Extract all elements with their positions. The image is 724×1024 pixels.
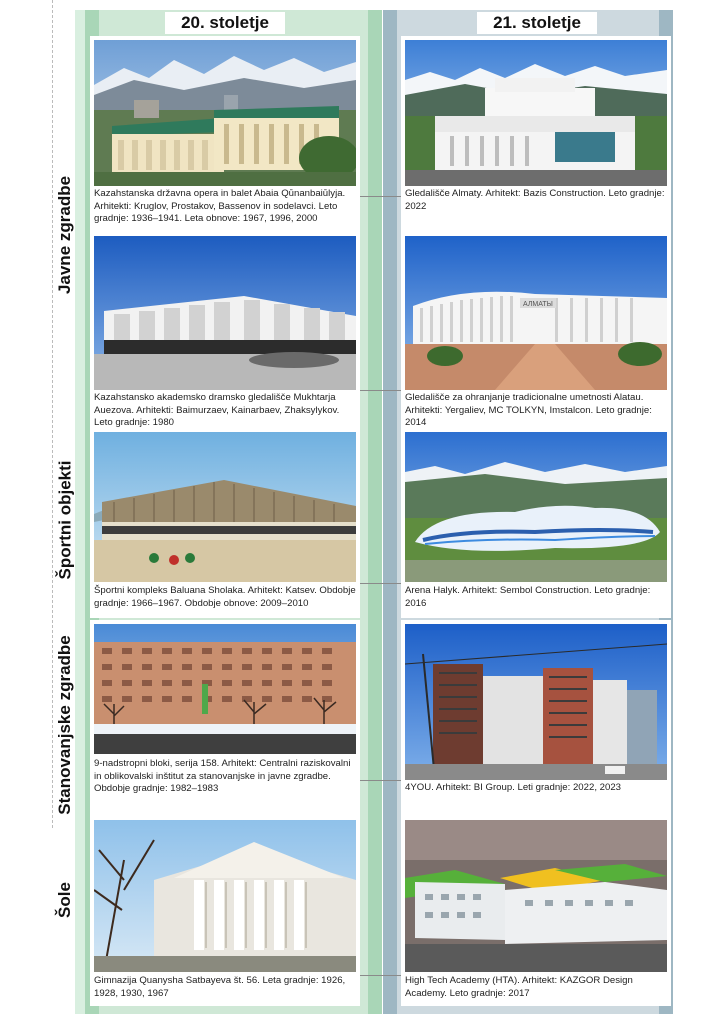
caption-4you: 4YOU. Arhitekt: BI Group. Leti gradnje: 2022, 2023 — [405, 782, 621, 793]
caption-halyk-arena: Arena Halyk. Arhitekt: Sembol Construction. Leto gradnje: 2016 — [405, 585, 651, 609]
row-connector — [360, 975, 402, 976]
card-gymnasium — [90, 816, 360, 1006]
card-halyk-arena — [401, 428, 671, 618]
photo-halyk-arena — [405, 432, 667, 582]
photo-almaty-theatre — [405, 40, 667, 186]
row-label-public: Javne zgradbe — [55, 175, 75, 295]
row-label-schools: Šole — [55, 882, 74, 918]
photo-gymnasium — [94, 820, 356, 972]
caption-drama-theatre: Kazahstansko akademsko dramsko gledališče Mukhtarja Auezova. Arhitekti: Baimurzaev, Kainarbaev, Zhaksylykov. Leto gradnje: 1980 — [94, 392, 340, 428]
photo-4you — [405, 624, 667, 780]
card-hta — [401, 816, 671, 1006]
card-alatau-theatre — [401, 232, 671, 428]
row-connector — [360, 780, 402, 781]
card-4you — [401, 620, 671, 816]
header-20th-century: 20. stoletje — [165, 12, 285, 34]
row-connector — [360, 583, 402, 584]
row-label-sports: Športni objekti — [55, 460, 74, 580]
photo-hta — [405, 820, 667, 972]
row-connector — [360, 196, 402, 197]
caption-gymnasium: Gimnazija Quanysha Satbayeva št. 56. Leta gradnje: 1926, 1928, 1930, 1967 — [94, 975, 346, 999]
caption-sholak-complex: Športni kompleks Baluana Sholaka. Arhitekt: Katsev. Obdobje gradnje: 1966–1967. Obdobje obnove: 2009–2010 — [94, 585, 356, 609]
header-21st-century: 21. stoletje — [477, 12, 597, 34]
caption-alatau-theatre: Gledališče za ohranjanje tradicionalne umetnosti Alatau. Arhitekti: Yergaliev, MC TOLKYN, Imstalcon. Leto gradnje: 2014 — [405, 392, 652, 428]
caption-opera: Kazahstanska državna opera in balet Abaia Qūnanbaiūlyja. Arhitekti: Kruglov, Prostakov, Bassenov in sodelavci. Leto gradnje: 1936–1941. Leta obnove: 1967, 1996, 2000 — [94, 188, 346, 224]
caption-hta: High Tech Academy (HTA). Arhitekt: KAZGOR Design Academy. Leto gradnje: 2017 — [405, 975, 633, 999]
row-label-residential: Stanovanjske zgradbe — [55, 635, 75, 815]
caption-almaty-theatre: Gledališče Almaty. Arhitekt: Bazis Construction. Leto gradnje: 2022 — [405, 188, 665, 212]
card-residential-blocks — [90, 620, 360, 816]
almaty-sign-text: АЛМАТЫ — [523, 301, 553, 308]
photo-opera-house — [94, 40, 356, 186]
row-connector — [360, 390, 402, 391]
caption-residential-blocks: 9-nadstropni bloki, serija 158. Arhitekt: Centralni raziskovalni in oblikovalski inštitut za stanovanjske in javne zgradbe. Obdobje gradnje: 1982–1983 — [94, 758, 351, 794]
photo-sholak-complex — [94, 432, 356, 582]
card-almaty-theatre — [401, 36, 671, 232]
photo-residential-blocks — [94, 624, 356, 754]
photo-alatau-theatre — [405, 236, 667, 390]
card-drama-theatre — [90, 232, 360, 428]
card-opera — [90, 36, 360, 232]
photo-drama-theatre — [94, 236, 356, 390]
card-sholak-complex — [90, 428, 360, 618]
